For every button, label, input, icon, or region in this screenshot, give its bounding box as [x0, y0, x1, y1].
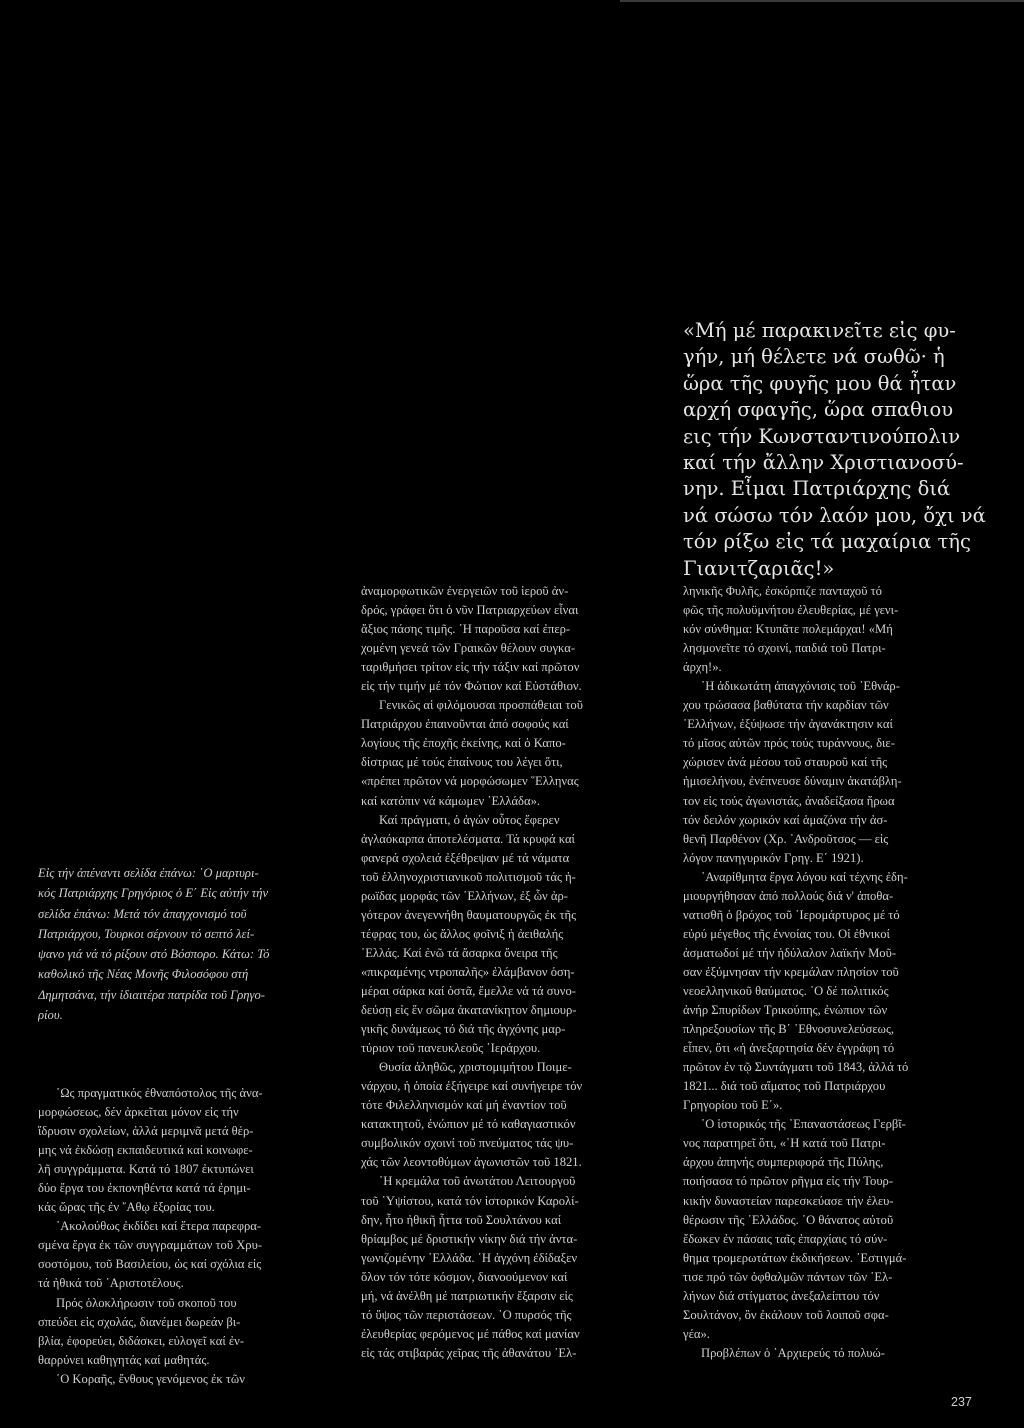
text-line: βλία, ἐφορεύει, διδάσκει, εὐλογεῖ καί ἐν-	[38, 1333, 245, 1348]
text-line: τόν δειλόν χωρικόν καί ἁμαζόνα τήν ἀσ-	[683, 812, 888, 827]
text-line: καί κατόπιν νά κάμωμεν ῾Ελλάδα».	[361, 793, 541, 808]
text-line: ἀγλαόκαρπα ἀποτελέσματα. Τά κρυφά καί	[361, 831, 575, 846]
text-line: χου τρώσασα βαθύτατα τήν καρδίαν τῶν	[683, 698, 889, 713]
text-line: λῆ συγγράμματα. Κατά τό 1807 ἐκτυπώνει	[38, 1162, 254, 1177]
text-line: ᾿Ακολούθως ἐκδίδει καί ἕτερα παρεφρα-	[56, 1219, 262, 1234]
text-line: Πατριάρχου ἐπαινοῦνται ἀπό σοφούς καί	[361, 717, 569, 732]
text-line: τό ὕψος τῶν περιστάσεων. ῾Ο πυρσός τῆς	[361, 1307, 572, 1322]
text-line: ἔδωκεν ἐν πάσαις ταῖς ἐπαρχίαις τό σύν-	[683, 1231, 888, 1246]
text-line: νατισθῆ ὁ βρόχος τοῦ ῾Ιερομάρτυρος μέ τό	[683, 907, 900, 922]
text-line: ἵδρυσιν σχολείων, ἀλλά μεριμνᾶ μετά θέρ-	[38, 1124, 254, 1139]
text-line: τόν ρίξω εἰς τά μαχαίρια τῆς	[683, 530, 971, 554]
text-line: ὥρα τῆς φυγῆς μου θά ἦταν	[683, 371, 957, 395]
text-line: ῾Ελλάς. Καί ἐνῶ τά ἄσαρκα ὄνειρα τῆς	[361, 945, 558, 960]
text-line: ἄξιος πάσης τιμῆς. ῾Η παροῦσα καί ἐπερ-	[361, 622, 571, 637]
text-line: ῾Ως πραγματικός ἐθναπόστολος τῆς ἀνα-	[56, 1086, 263, 1100]
text-line: ῾Η ἀδικωτάτη ἀπαγχόνισις τοῦ ᾿Εθνάρ-	[701, 679, 900, 694]
text-line: ᾿Αναρίθμητα ἔργα λόγου καί τέχνης ἐδη-	[701, 869, 908, 884]
text-line: σελίδα ἐπάνω: Μετά τόν ἀπαγχονισμό τοῦ	[38, 906, 247, 921]
text-line: τύριον τοῦ πανευκλεοῦς ῾Ιεράρχου.	[361, 1041, 541, 1056]
text-line: νάρχου, ἡ ὁποία ἐξήγειρε καί συνήγειρε τόν	[361, 1079, 583, 1094]
text-line: ἐλευθερίας φερόμενος μέ πάθος καί μανίαν	[361, 1326, 580, 1341]
text-line: πληρεξουσίων τῆς Β΄ ᾿Εθνοσυνελεύσεως,	[683, 1022, 895, 1037]
text-line: συμβολικόν σχοινί τοῦ πνεύματος τάς ψυ-	[361, 1136, 574, 1151]
text-line: θημα τρομερωτάτων ἐκδικήσεων. ᾿Εστιγμά-	[683, 1250, 907, 1265]
text-line: λήνων διά στίγματος ἀνεξαλείπτου τόν	[683, 1288, 880, 1303]
text-line: κός Πατριάρχης Γρηγόριος ὁ Ε΄ Εἰς αὐτήν τήν	[38, 886, 269, 901]
text-line: άρχου ἀπηνής συμπεριφορά τῆς Πύλης,	[683, 1155, 884, 1170]
text-line: νά σώσω τόν λαόν μου, ὄχι νά	[683, 503, 986, 527]
image-caption	[38, 863, 333, 1025]
text-line: τό μῖσος αὐτῶν πρός τούς τυράννους, διε-	[683, 736, 895, 751]
text-line: τοῦ ῾Υψίστου, κατά τόν ἱστορικόν Καρολί-	[361, 1193, 579, 1208]
text-line: καί τήν ἄλλην Χριστιανοσύ-	[683, 451, 964, 475]
text-line: θρίαμβος μέ δριστικήν νίκην διά τήν ἀντα-	[361, 1231, 578, 1246]
text-line: εις τήν Κωνσταντινούπολιν	[683, 424, 961, 448]
text-line: εἶπεν, ὅτι «ἡ ἀνεξαρτησία δέν ἐγγράφη τό	[683, 1041, 895, 1056]
text-line: κάς ὥρας τῆς ἐν ῎Αθῳ ἐξορίας του.	[38, 1200, 215, 1215]
text-line: σαν ἐξύμνησαν τήν κρεμάλαν πλησίον τοῦ	[683, 964, 899, 979]
text-line: Εἰς τήν ἀπέναντι σελίδα ἐπάνω: ῾Ο μαρτυρι-	[38, 866, 259, 880]
text-line: γότερον ἀνεγεννήθη θαυματουργῶς ἐκ τῆς	[361, 907, 577, 922]
text-line: Θυσία ἀληθῶς, χριστομιμήτου Ποιμε-	[379, 1060, 572, 1075]
text-line: ῾Ο ἱστορικός τῆς ᾿Επαναστάσεως Γερβῖ-	[701, 1117, 906, 1132]
text-line: ῾Ο Κοραῆς, ἔνθους γενόμενος ἐκ τῶν	[56, 1371, 245, 1386]
text-line: λογίους τῆς ἐποχῆς ἐκείνης, καί ὁ Καπο-	[361, 736, 566, 751]
text-line: εἰς τάς στιβαράς χεῖρας τῆς ἀθανάτου ῾Ελ-	[361, 1345, 577, 1360]
text-line: ῾Η κρεμάλα τοῦ ἀνωτάτου Λειτουργοῦ	[379, 1174, 576, 1189]
text-line: νην. Εἶμαι Πατριάρχης διά	[683, 477, 951, 501]
text-line: τέφρας του, ὡς ἄλλος φοῖνιξ ἡ ἀειθαλής	[361, 926, 564, 941]
text-line: σμένα ἔργα ἐκ τῶν συγγραμμάτων τοῦ Χρυ-	[38, 1238, 263, 1253]
text-line: «πικραμένης ντροπαλῆς» ἐλάμβανον ὁση-	[361, 964, 575, 979]
text-line: λόγον πανηγυρικόν Γρηγ. Ε΄ 1921).	[683, 850, 864, 865]
text-line: τον εἰς τούς ἀγωνιστάς, ἀναδείξασα ἥρωα	[683, 793, 895, 808]
text-line: αρχή σφαγῆς, ὥρα σπαθιου	[683, 398, 954, 422]
text-line: γωνιζομένην ῾Ελλάδα. ῾Η ἀγχόνη ἐδίδαξεν	[361, 1250, 578, 1265]
text-line: νος παρατηρεῖ ὅτι, «῾Η κατά τοῦ Πατρι-	[683, 1136, 886, 1151]
text-line: ἡμισελήνου, ἐνέπνευσε δύναμιν ἀκατάβλη-	[683, 774, 902, 789]
text-line: Δημητσάνα, τήν ἰδιαιτέρα πατρίδα τοῦ Γρηγο-	[38, 987, 265, 1002]
text-line: τά ἠθικά τοῦ ᾿Αριστοτέλους.	[38, 1276, 184, 1291]
text-line: γικῆς δυνάμεως τό διά τῆς ἀγχόνης μαρ-	[361, 1022, 566, 1037]
text-line: «Μή μέ παρακινεῖτε εἰς φυ-	[683, 319, 956, 342]
text-line: ταριθμήσει τρίτον εἰς τήν τάξιν καί πρῶτον	[361, 660, 580, 675]
text-column-1	[38, 1084, 338, 1389]
text-line: ψανο γιά νά τό ρίξουν στό Βόσπορο. Κάτω: Τό	[38, 947, 270, 962]
text-line: θέρωσιν τῆς ῾Ελλάδος. ῾Ο θάνατος αὐτοῦ	[683, 1212, 894, 1227]
text-line: εὐρύ μέγεθος τῆς ἐννοίας του. Οἱ ἐθνικοί	[683, 926, 890, 941]
text-line: ποιήσασα τό πρῶτον ρῆγμα εἰς τήν Τουρ-	[683, 1174, 894, 1189]
text-line: δην, ἦτο ἠθικῆ ἧττα τοῦ Σουλτάνου καί	[361, 1212, 562, 1227]
text-line: Σουλτάνον, ὃν ἐκάλουν τοῦ λοιποῦ σφα-	[683, 1307, 889, 1322]
text-line: γήν, μή θέλετε νά σωθῶ· ἡ	[683, 345, 945, 369]
text-line: φῶς τῆς πολυϋμνήτου ἐλευθερίας, μέ γενι-	[683, 603, 899, 618]
text-line: άρχη!».	[683, 660, 722, 675]
text-line: δρός, γράφει ὅτι ὁ νῦν Πατριαρχεύων εἶναι	[361, 603, 579, 618]
text-line: κικήν δυναστείαν παρεσκεύασε τήν ἐλευ-	[683, 1193, 894, 1208]
text-line: ἀνήρ Σπυρίδων Τρικούπης, ἐνώπιον τῶν	[683, 1003, 888, 1018]
text-line: δεύσῃ εἰς ἕν σῶμα ἀκατανίκητον δημιουρ-	[361, 1003, 577, 1018]
text-line: εἰς τήν τιμήν μέ τόν Φώτιον καί Εὐστάθιον.	[361, 679, 582, 694]
text-line: δίστριας μέ τούς ἐπαίνους του λέγει ὅτι,	[361, 755, 563, 770]
text-line: κόν σύνθημα: Κτυπᾶτε πολεμάρχαι! «Μή	[683, 622, 893, 637]
text-line: θενῆ Παρθένον (Χρ. ᾿Ανδροῦτσος — εἰς	[683, 831, 889, 846]
text-line: ληνικῆς Φυλῆς, ἐσκόρπιζε πανταχοῦ τό	[683, 584, 882, 598]
text-line: γέα».	[683, 1326, 710, 1341]
text-line: ρίου.	[38, 1008, 63, 1023]
text-line: πρῶτον ἐν τῷ Συντάγματι τοῦ 1843, ἀλλά τό	[683, 1060, 909, 1075]
text-line: τοῦ ἑλληνοχριστιανικοῦ πολιτισμοῦ τάς ἡ-	[361, 869, 576, 884]
text-line: Πατριάρχου, Τουρκοι σέρνουν τό σεπτό λεί-	[38, 926, 255, 941]
text-line: θαρρύνει καθηγητάς καί μαθητάς.	[38, 1352, 210, 1367]
text-line: μέραι σάρκα καί ὀστᾶ, ἔμελλε νά τά συνο-	[361, 983, 576, 998]
text-line: Γενικῶς αἱ φιλόμουσαι προσπάθειαι τοῦ	[379, 698, 583, 713]
text-line: τότε Φιλελληνισμόν καί μή ἐναντίον τοῦ	[361, 1098, 567, 1113]
text-line: φανερά σχολειά ἐξέθρεψαν μέ τά νάματα	[361, 850, 570, 865]
text-line: σοστόμου, τοῦ Βασιλείου, ὡς καί σχόλια εἰς	[38, 1257, 262, 1272]
text-line: σπεύδει εἰς σχολάς, διανέμει δωρεάν βι-	[38, 1314, 241, 1329]
text-line: ἀναμορφωτικῶν ἐνεργειῶν τοῦ ἱεροῦ ἀν-	[361, 584, 569, 598]
pull-quote	[683, 318, 1013, 582]
text-line: νεοελληνικοῦ θαύματος. ῾Ο δέ πολιτικός	[683, 983, 889, 998]
text-line: «πρέπει πρῶτον νά μορφώσωμεν ῞Ελληνας	[361, 774, 579, 789]
text-line: μιουργήθησαν ἀπό πολλούς διά ν' ἀποθα-	[683, 888, 894, 903]
text-line: χομένη γενεά τῶν Γραικῶν θέλουν συγκα-	[361, 641, 576, 656]
text-line: Γιανιτζαριᾶς!»	[683, 556, 835, 580]
text-line: ἀσματωδοί μέ τήν ἡδύλαλον λαϊκήν Μοῦ-	[683, 945, 897, 960]
text-column-3	[683, 582, 983, 1363]
top-rule	[620, 0, 1024, 2]
text-line: λησμονεῖτε τό σχοινί, παιδιά τοῦ Πατρι-	[683, 641, 886, 656]
text-line: μορφώσεως, δέν ἀρκεῖται μόνον εἰς τήν	[38, 1105, 239, 1120]
text-line: ὅλον τόν τότε κόσμον, διανοούμενον καί	[361, 1269, 568, 1284]
text-line: ρωϊδας μορφάς τῶν ῾Ελλήνων, ἐξ ὧν ἀρ-	[361, 888, 568, 903]
text-line: Προβλέπων ὁ ᾿Αρχιερεύς τό πολυώ-	[701, 1345, 885, 1360]
page-number: 237	[951, 1395, 972, 1409]
text-line: 1821... διά τοῦ αἵματος τοῦ Πατριάρχου	[683, 1079, 886, 1094]
text-line: Γρηγορίου τοῦ Ε΄».	[683, 1098, 783, 1113]
text-line: καθολικό τῆς Νέας Μονῆς Φιλοσόφου στή	[38, 967, 249, 982]
text-line: τισε πρό τῶν ὀφθαλμῶν πάντων τῶν ῾Ελ-	[683, 1269, 893, 1284]
text-line: μή, νά ἀνέλθη μέ πατριωτικήν ἔξαρσιν εἰς	[361, 1288, 573, 1303]
text-line: Πρός ὁλοκλήρωσιν τοῦ σκοποῦ του	[56, 1295, 237, 1310]
text-line: χώρισεν ἀνά μέσου τοῦ σταυροῦ καί τῆς	[683, 755, 888, 770]
text-line: δύο ἔργα του ἐκπονηθέντα κατά τά ἐρημι-	[38, 1181, 251, 1196]
text-line: ῾Ελλήνων, ἐξύψωσε τήν ἀγανάκτησιν καί	[683, 717, 893, 732]
text-line: χάς τῶν λεοντοθύμων ἀγωνιστῶν τοῦ 1821.	[361, 1155, 582, 1170]
text-line: κατακτητοῦ, ἐνώπιον μέ τό καθαγιαστικόν	[361, 1117, 576, 1132]
text-line: μης νά ἐκδώσῃ εκπαιδευτικά καί κοινωφε-	[38, 1143, 253, 1158]
text-column-2	[361, 582, 663, 1363]
text-line: Καί πράγματι, ὁ ἀγών οὗτος ἔφερεν	[379, 812, 560, 827]
